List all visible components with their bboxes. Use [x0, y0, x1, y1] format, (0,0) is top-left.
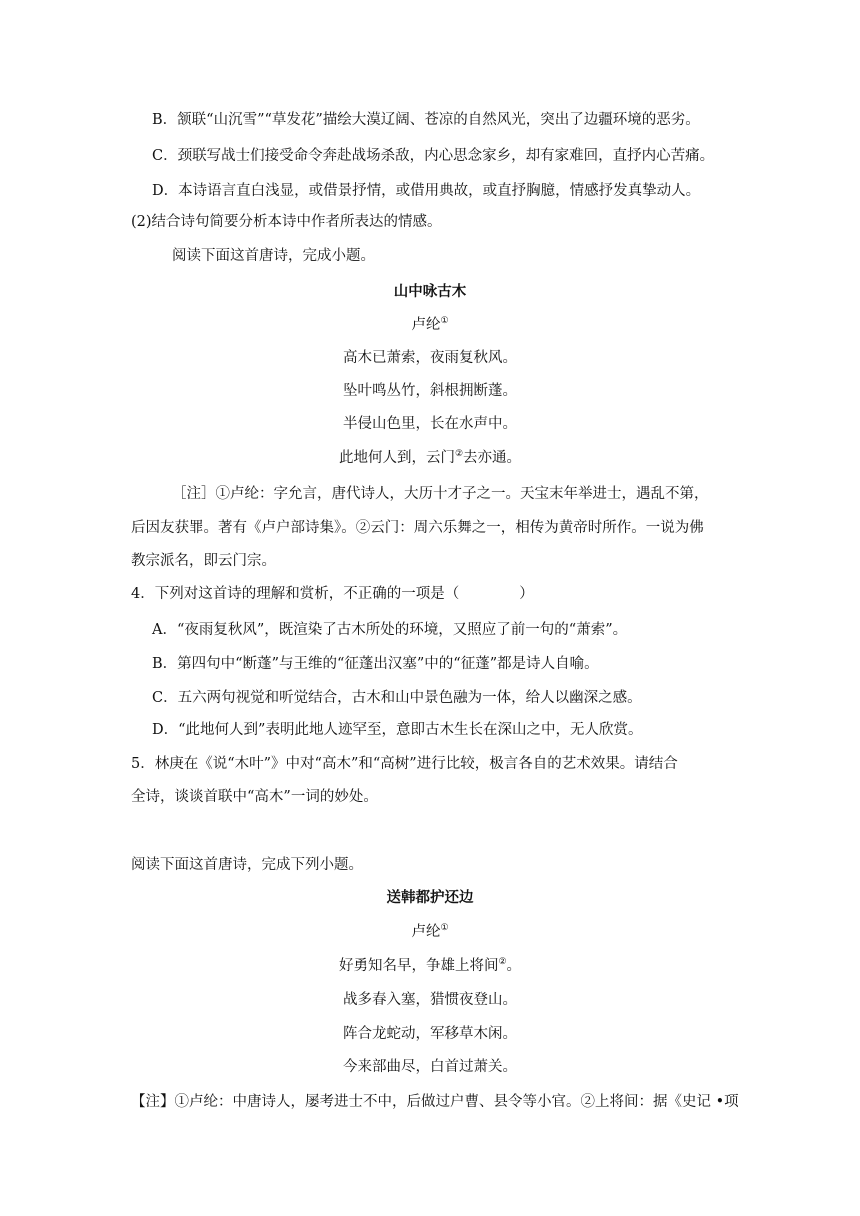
poem2-note-line-1: 【注】①卢纶：中唐诗人，屡考进士不中，后做过户曹、县令等小官。②上将间：据《史记 •项 [131, 1094, 739, 1110]
q4-stem-close: ） [519, 586, 534, 602]
poem2-title: 送韩都护还边 [386, 889, 474, 906]
poem1-line-2: 坠叶鸣丛竹，斜根拥断蓬。 [343, 383, 517, 399]
poem1-note-line-2: 后因友获罪。著有《卢户部诗集》。②云门：周六乐舞之一，相传为黄帝时所作。一说为佛 [131, 520, 704, 536]
poem1-note-line-3: 教宗派名，即云门宗。 [131, 553, 276, 569]
q3-sub-question-2: (2)结合诗句简要分析本诗中作者所表达的情感。 [131, 214, 442, 230]
poem2-intro: 阅读下面这首唐诗，完成下列小题。 [131, 857, 363, 873]
poem1-line-4-part-b: 去亦通。 [463, 450, 522, 466]
q3-option-c: C．颈联写战士们接受命令奔赴战场杀敌，内心思念家乡，却有家难回，直抒内心苦痛。 [152, 148, 715, 164]
poem1-intro: 阅读下面这首唐诗，完成小题。 [172, 248, 375, 264]
poem2-line-1 [0, 956, 860, 976]
poem2-line-1-part-b: 。 [506, 958, 522, 974]
q4-option-a: A．“夜雨复秋风”，既渲染了古木所处的环境，又照应了前一句的“萧索”。 [152, 622, 628, 638]
poem2-line-1-part-a: 好勇知名早，争雄上将间 [338, 958, 499, 974]
poem1-author-note-mark: ① [440, 316, 449, 326]
poem1-author [0, 315, 860, 335]
poem2-author-note-mark: ① [440, 923, 449, 933]
q4-option-d: D．“此地何人到”表明此地人迹罕至，意即古木生长在深山之中，无人欣赏。 [152, 722, 643, 738]
poem2-line-2: 战多春入塞，猎惯夜登山。 [343, 992, 517, 1008]
q4-stem-text: 4．下列对这首诗的理解和赏析，不正确的一项是（ [131, 586, 460, 602]
poem2-author-name: 卢纶 [411, 924, 441, 940]
poem1-line-1: 高木已萧索，夜雨复秋风。 [343, 350, 517, 366]
poem2-line-3: 阵合龙蛇动，军移草木闲。 [343, 1026, 517, 1042]
poem2-author [0, 922, 860, 942]
poem1-line-4 [0, 448, 860, 468]
poem2-line-4: 今来部曲尽，白首过萧关。 [343, 1059, 517, 1075]
poem1-note-line-1: ［注］①卢纶：字允言，唐代诗人，大历十才子之一。天宝末年举进士，遇乱不第， [172, 486, 709, 502]
poem1-author-name: 卢纶 [411, 317, 441, 333]
q4-option-b: B．第四句中“断蓬”与王维的“征蓬出汉塞”中的“征蓬”都是诗人自喻。 [152, 656, 599, 672]
q5-line-1: 5．林庚在《说“木叶”》中对“高木”和“高树”进行比较，极言各自的艺术效果。请结合 [131, 756, 678, 772]
poem1-line-4-note-mark: ② [454, 449, 464, 459]
poem1-line-4-part-a: 此地何人到，云门 [338, 450, 455, 466]
poem2-line-1-note-mark: ② [498, 957, 507, 967]
poem1-line-3: 半侵山色里，长在水声中。 [343, 416, 517, 432]
q3-option-b: B．颔联“山沉雪”“草发花”描绘大漠辽阔、苍凉的自然风光，突出了边疆环境的恶劣。 [152, 112, 700, 128]
q4-stem [131, 584, 534, 604]
q3-option-d: D．本诗语言直白浅显，或借景抒情，或借用典故，或直抒胸臆，情感抒发真挚动人。 [152, 183, 701, 199]
q4-option-c: C．五六两句视觉和听觉结合，古木和山中景色融为一体，给人以幽深之感。 [152, 690, 642, 706]
q5-line-2: 全诗，谈谈首联中“高木”一词的妙处。 [131, 789, 378, 805]
poem1-title: 山中咏古木 [393, 283, 467, 300]
